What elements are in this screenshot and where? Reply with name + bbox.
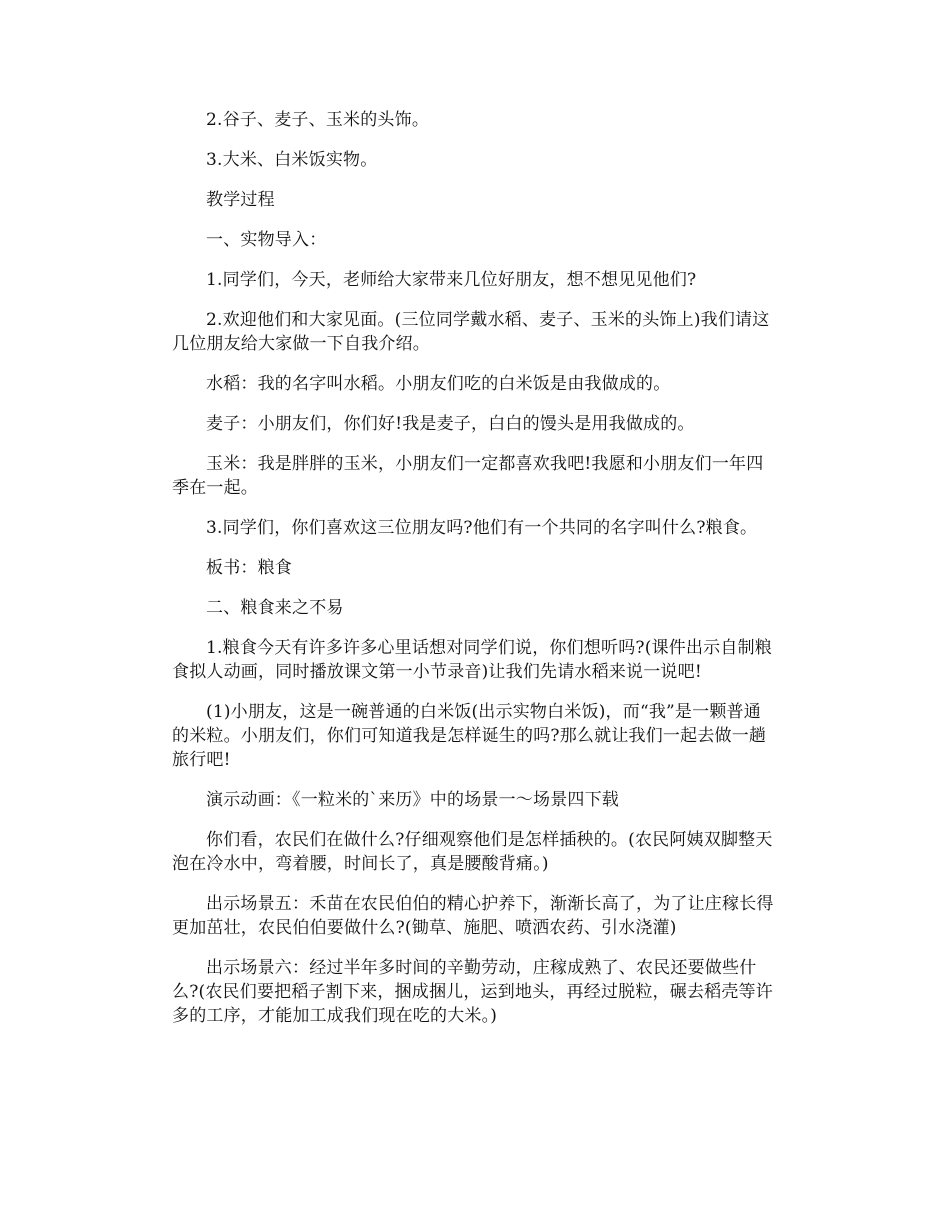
paragraph-observe-farmers: 你们看，农民们在做什么?仔细观察他们是怎样插秧的。(农民阿姨双脚整天泡在冷水中，弯着腰，时间长了，真是腰酸背痛。) [172,830,773,874]
paragraph-rice-dialogue: 水稻：我的名字叫水稻。小朋友们吃的白米饭是由我做成的。 [206,374,671,394]
paragraph-scene-six: 出示场景六：经过半年多时间的辛勤劳动，庄稼成熟了、农民还要做些什么?(农民们要把稻子割下来，捆成捆儿，运到地头，再经过脱粒，碾去稻壳等许多的工序，才能加工成我们现在吃的大米。) [172,958,773,1026]
section-heading-grain-hard-won: 二、粮食来之不易 [206,598,344,618]
paragraph-materials-2: 2.谷子、麦子、玉米的头饰。 [206,110,430,130]
paragraph-wheat-dialogue: 麦子：小朋友们，你们好!我是麦子，白白的馒头是用我做成的。 [206,414,695,434]
paragraph-corn-dialogue: 玉米：我是胖胖的玉米，小朋友们一定都喜欢我吧!我愿和小朋友们一年四季在一起。 [172,454,764,498]
paragraph-grain-1: 1.粮食今天有许多许多心里话想对同学们说，你们想听吗?(课件出示自制粮食拟人动画，同时播放课文第一小节录音)让我们先请水稻来说一说吧! [172,638,772,682]
paragraph-animation-demo: 演示动画：《一粒米的`来历》中的场景一～场景四下载 [206,790,619,810]
paragraph-materials-3: 3.大米、白米饭实物。 [206,150,378,170]
paragraph-board-writing: 板书：粮食 [206,558,292,578]
paragraph-intro-2: 2.欢迎他们和大家见面。(三位同学戴水稻、麦子、玉米的头饰上)我们请这几位朋友给大家做一下自我介绍。 [172,310,770,354]
paragraph-scene-five: 出示场景五：禾苗在农民伯伯的精心护养下，渐渐长高了，为了让庄稼长得更加茁壮，农民伯伯要做什么?(锄草、施肥、喷洒农药、引水浇灌) [172,894,774,938]
section-heading-teaching-process: 教学过程 [206,190,275,210]
paragraph-intro-3: 3.同学们，你们喜欢这三位朋友吗?他们有一个共同的名字叫什么?粮食。 [206,518,758,538]
paragraph-intro-1: 1.同学们，今天，老师给大家带来几位好朋友，想不想见见他们? [206,270,697,290]
document-body [172,108,778,1044]
section-heading-introduction: 一、实物导入： [206,230,327,250]
paragraph-grain-1-1: (1)小朋友，这是一碗普通的白米饭(出示实物白米饭)，而“我”是一颗普通的米粒。小朋友们，你们可知道我是怎样诞生的吗?那么就让我们一起去做一趟旅行吧! [172,702,767,770]
